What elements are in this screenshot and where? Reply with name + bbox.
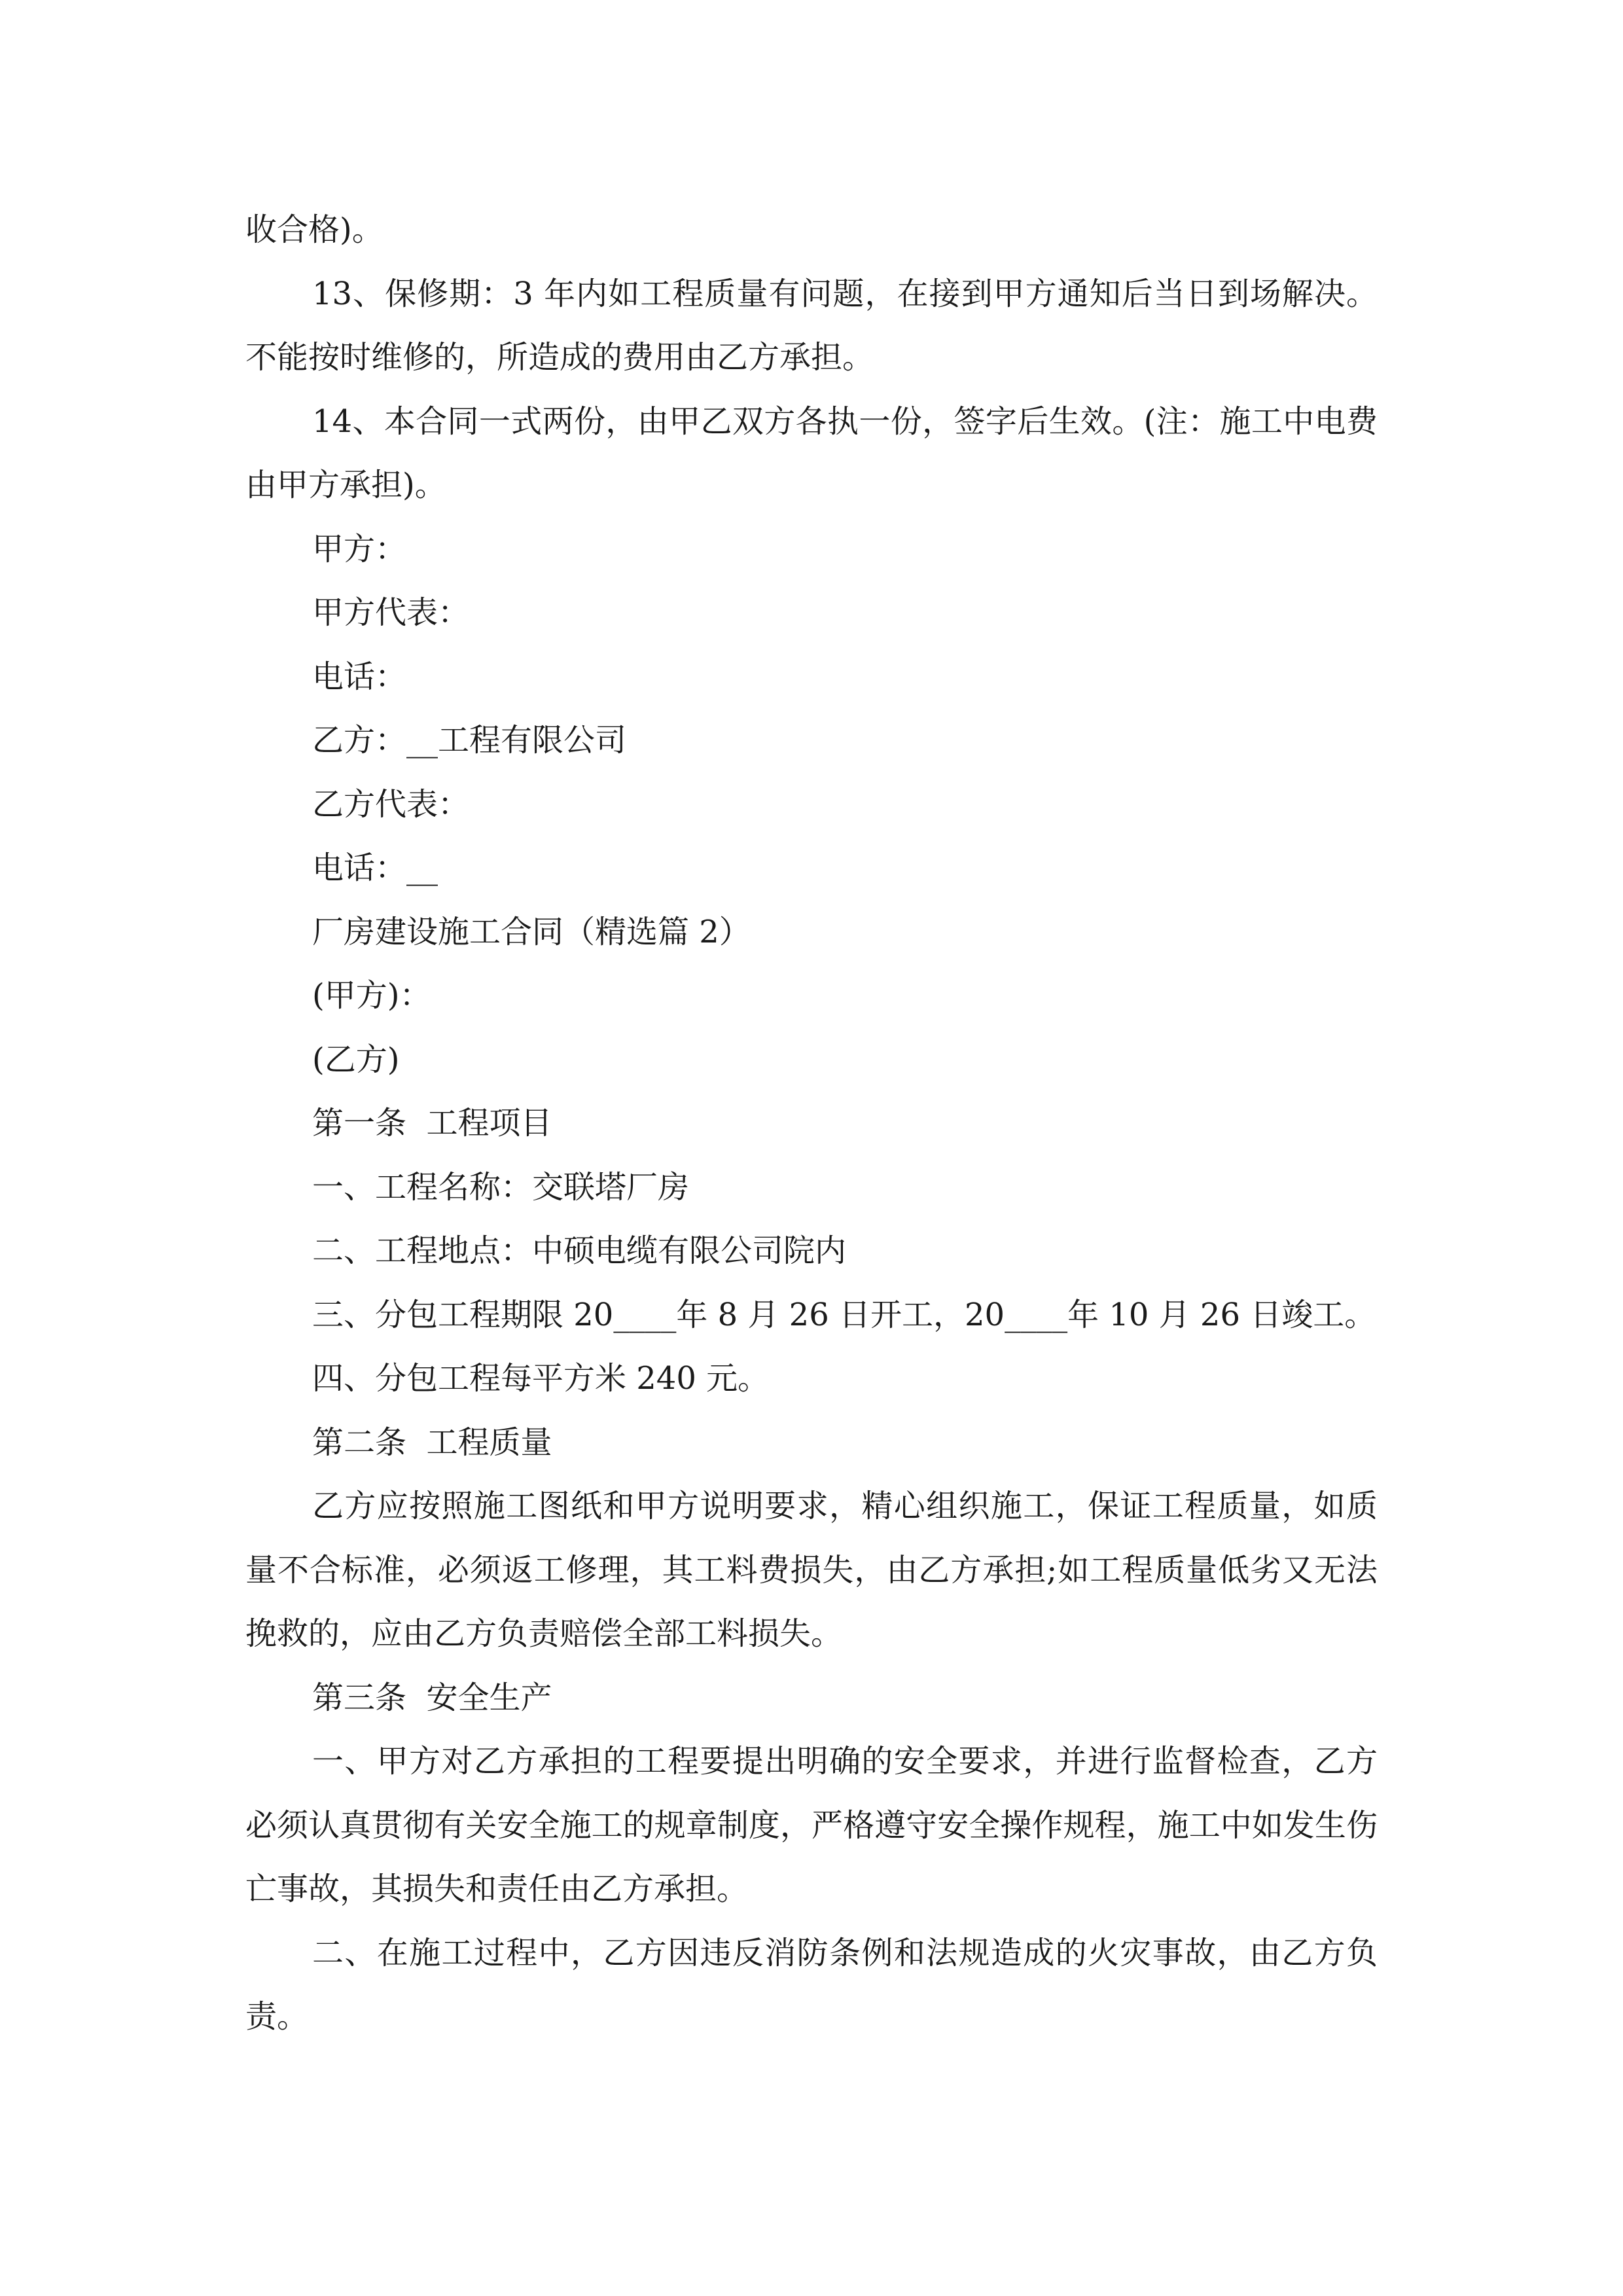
- party-a-phone-label: 电话：: [312, 658, 407, 695]
- contract-title: 厂房建设施工合同（精选篇 2）: [312, 913, 751, 950]
- party-a-heading: (甲方)：: [312, 977, 431, 1014]
- paragraph-fire-safety: 二、在施工过程中，乙方因违反消防条例和法规造成的火灾事故，由乙方负责。: [245, 1934, 1378, 2035]
- party-b-heading: (乙方): [312, 1041, 400, 1078]
- project-unit-price: 四、分包工程每平方米 240 元。: [312, 1360, 770, 1397]
- paragraph-quality: 乙方应按照施工图纸和甲方说明要求，精心组织施工，保证工程质量，如质量不合标准，必须返工修理，其工料费损失，由乙方承担;如工程质量低劣又无法挽救的，应由乙方负责赔偿全部工料损失。: [245, 1488, 1378, 1652]
- article-2-heading: 第二条 工程质量: [312, 1424, 552, 1461]
- project-name: 一、工程名称：交联塔厂房: [312, 1168, 690, 1206]
- project-location: 二、工程地点：中硕电缆有限公司院内: [312, 1232, 847, 1269]
- article-1-heading: 第一条 工程项目: [312, 1105, 552, 1141]
- paragraph-warranty-period: 13、保修期：3 年内如工程质量有问题，在接到甲方通知后当日到场解决。不能按时维修的，所造成的费用由乙方承担。: [245, 275, 1378, 376]
- article-3-heading: 第三条 安全生产: [312, 1679, 552, 1716]
- project-period: 三、分包工程期限 20____年 8 月 26 日开工，20____年 10 月 26 日竣工。: [312, 1296, 1376, 1333]
- party-b-label: 乙方：__工程有限公司: [312, 722, 627, 759]
- paragraph-safety-requirements: 一、甲方对乙方承担的工程要提出明确的安全要求，并进行监督检查，乙方必须认真贯彻有关安全施工的规章制度，严格遵守安全操作规程，施工中如发生伤亡事故，其损失和责任由乙方承担。: [245, 1743, 1378, 1907]
- party-a-representative-label: 甲方代表：: [312, 594, 470, 631]
- paragraph-contract-copies: 14、本合同一式两份，由甲乙双方各执一份，签字后生效。(注：施工中电费由甲方承担)。: [245, 403, 1378, 503]
- document-body: [245, 198, 1378, 2049]
- party-a-label: 甲方：: [312, 530, 407, 567]
- party-b-representative-label: 乙方代表：: [312, 785, 470, 823]
- party-b-phone-label: 电话：__: [312, 850, 438, 886]
- paragraph-continuation: 收合格)。: [245, 211, 383, 248]
